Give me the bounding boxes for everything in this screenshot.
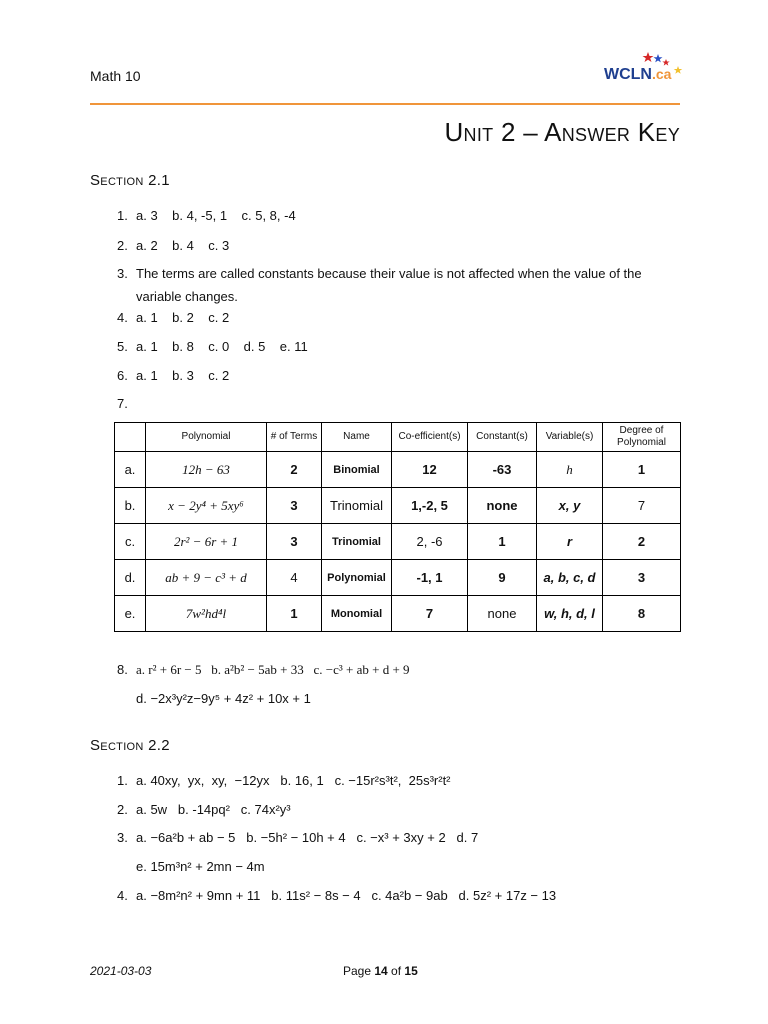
constant-cell: 1 (468, 524, 537, 560)
page-number (343, 964, 418, 978)
variable-cell: a, b, c, d (537, 560, 603, 596)
variable-cell: h (537, 452, 603, 488)
star-red-small-icon (662, 59, 669, 66)
list-item (117, 888, 556, 903)
polynomial-cell: x − 2y⁴ + 5xy⁶ (146, 488, 267, 524)
star-blue-icon (654, 54, 663, 62)
degree-cell: 1 (603, 452, 681, 488)
list-item (117, 368, 229, 383)
section-heading-2-2: Section 2.2 (90, 737, 170, 754)
row-label: e. (115, 596, 146, 632)
constant-cell: none (468, 596, 537, 632)
star-red-icon (643, 52, 654, 62)
list-item (117, 208, 296, 223)
item-continuation: e. 15m³n² + 2mn − 4m (136, 859, 265, 874)
header-cell: Variable(s) (537, 423, 603, 452)
terms-cell: 4 (267, 560, 322, 596)
header-cell: Name (322, 423, 392, 452)
page-current: 14 (374, 964, 388, 978)
table-row (115, 560, 681, 596)
variable-cell: x, y (537, 488, 603, 524)
item-number: 1. (117, 773, 128, 788)
header-cell: Constant(s) (468, 423, 537, 452)
item-text: a. 40xy, yx, xy, −12yx b. 16, 1 c. −15r²s³t², 25s³r²t² (136, 773, 451, 788)
degree-cell: 7 (603, 488, 681, 524)
section-heading-2-1: Section 2.1 (90, 172, 170, 189)
page-title: Unit 2 – Answer Key (444, 117, 680, 147)
polynomial-cell: ab + 9 − c³ + d (146, 560, 267, 596)
row-label: b. (115, 488, 146, 524)
course-name: Math 10 (90, 68, 141, 84)
variable-cell: r (537, 524, 603, 560)
row-label: c. (115, 524, 146, 560)
name-cell: Monomial (322, 596, 392, 632)
row-label: a. (115, 452, 146, 488)
header-rule (90, 103, 680, 105)
degree-cell: 2 (603, 524, 681, 560)
table-row (115, 596, 681, 632)
coefficient-cell: 1,-2, 5 (392, 488, 468, 524)
list-item (117, 662, 410, 678)
constant-cell: 9 (468, 560, 537, 596)
name-cell: Polynomial (322, 560, 392, 596)
polynomial-table (114, 422, 681, 632)
coefficient-cell: 12 (392, 452, 468, 488)
header-cell: # of Terms (267, 423, 322, 452)
list-item (117, 339, 308, 354)
item-text: a. 1 b. 8 c. 0 d. 5 e. 11 (136, 339, 308, 354)
degree-cell: 3 (603, 560, 681, 596)
degree-cell: 8 (603, 596, 681, 632)
constant-cell: -63 (468, 452, 537, 488)
item-text: a. −8m²n² + 9mn + 11 b. 11s² − 8s − 4 c. 4a²b − 9ab d. 5z² + 17z − 13 (136, 888, 557, 903)
coefficient-cell: 7 (392, 596, 468, 632)
terms-cell: 2 (267, 452, 322, 488)
list-item (117, 830, 478, 845)
table-row (115, 524, 681, 560)
item-number: 4. (117, 888, 128, 903)
item-text: a. −6a²b + ab − 5 b. −5h² − 10h + 4 c. −x³ + 3xy + 2 d. 7 (136, 830, 479, 845)
item-text: a. 3 b. 4, -5, 1 c. 5, 8, -4 (136, 208, 296, 223)
item-number: 3. (117, 830, 128, 845)
table-row (115, 452, 681, 488)
item-text: a. 2 b. 4 c. 3 (136, 238, 230, 253)
item-number: 7. (117, 396, 128, 411)
table-row (115, 488, 681, 524)
terms-cell: 1 (267, 596, 322, 632)
page-prefix: Page (343, 964, 375, 978)
item-text: a. 1 b. 3 c. 2 (136, 368, 230, 383)
wcln-logo[interactable] (604, 50, 684, 84)
item-number: 2. (117, 802, 128, 817)
item-number: 5. (117, 339, 128, 354)
star-yellow-icon (674, 66, 683, 74)
header-cell: Polynomial (146, 423, 267, 452)
terms-cell: 3 (267, 524, 322, 560)
variable-cell: w, h, d, l (537, 596, 603, 632)
name-cell: Trinomial (322, 488, 392, 524)
item-text: a. 1 b. 2 c. 2 (136, 310, 230, 325)
coefficient-cell: -1, 1 (392, 560, 468, 596)
item-number: 2. (117, 238, 128, 253)
page-of: of (387, 964, 405, 978)
item-text: a. 5w b. -14pq² c. 74x²y³ (136, 802, 291, 817)
header-cell-label (115, 423, 146, 452)
item-number: 3. (117, 266, 128, 281)
row-label: d. (115, 560, 146, 596)
item-text: The terms are called constants because their value is not affected when the value of the (136, 266, 642, 281)
footer-date: 2021-03-03 (90, 964, 152, 978)
item-continuation: d. −2x³y²z−9y⁵ + 4z² + 10x + 1 (136, 691, 311, 706)
polynomial-cell: 12h − 63 (146, 452, 267, 488)
list-item (117, 773, 451, 788)
logo-graphic (604, 50, 684, 84)
item-number: 4. (117, 310, 128, 325)
table-header-row (115, 423, 681, 452)
header-cell: Co-efficient(s) (392, 423, 468, 452)
polynomial-cell: 7w²hd⁴l (146, 596, 267, 632)
item-continuation: variable changes. (136, 289, 238, 304)
item-number: 6. (117, 368, 128, 383)
page-total: 15 (404, 964, 418, 978)
item-text: a. r² + 6r − 5 b. a²b² − 5ab + 33 c. −c³ + ab + d + 9 (136, 662, 410, 677)
logo-text: WCLN (604, 66, 652, 83)
list-item (117, 266, 642, 281)
logo-suffix: .ca (652, 66, 672, 82)
name-cell: Trinomial (322, 524, 392, 560)
terms-cell: 3 (267, 488, 322, 524)
list-item (117, 802, 291, 817)
header-cell: Degree of Polynomial (603, 423, 681, 452)
list-item (117, 310, 229, 325)
name-cell: Binomial (322, 452, 392, 488)
list-item (117, 396, 136, 411)
constant-cell: none (468, 488, 537, 524)
list-item (117, 238, 229, 253)
item-number: 8. (117, 662, 128, 677)
item-number: 1. (117, 208, 128, 223)
coefficient-cell: 2, -6 (392, 524, 468, 560)
polynomial-cell: 2r² − 6r + 1 (146, 524, 267, 560)
